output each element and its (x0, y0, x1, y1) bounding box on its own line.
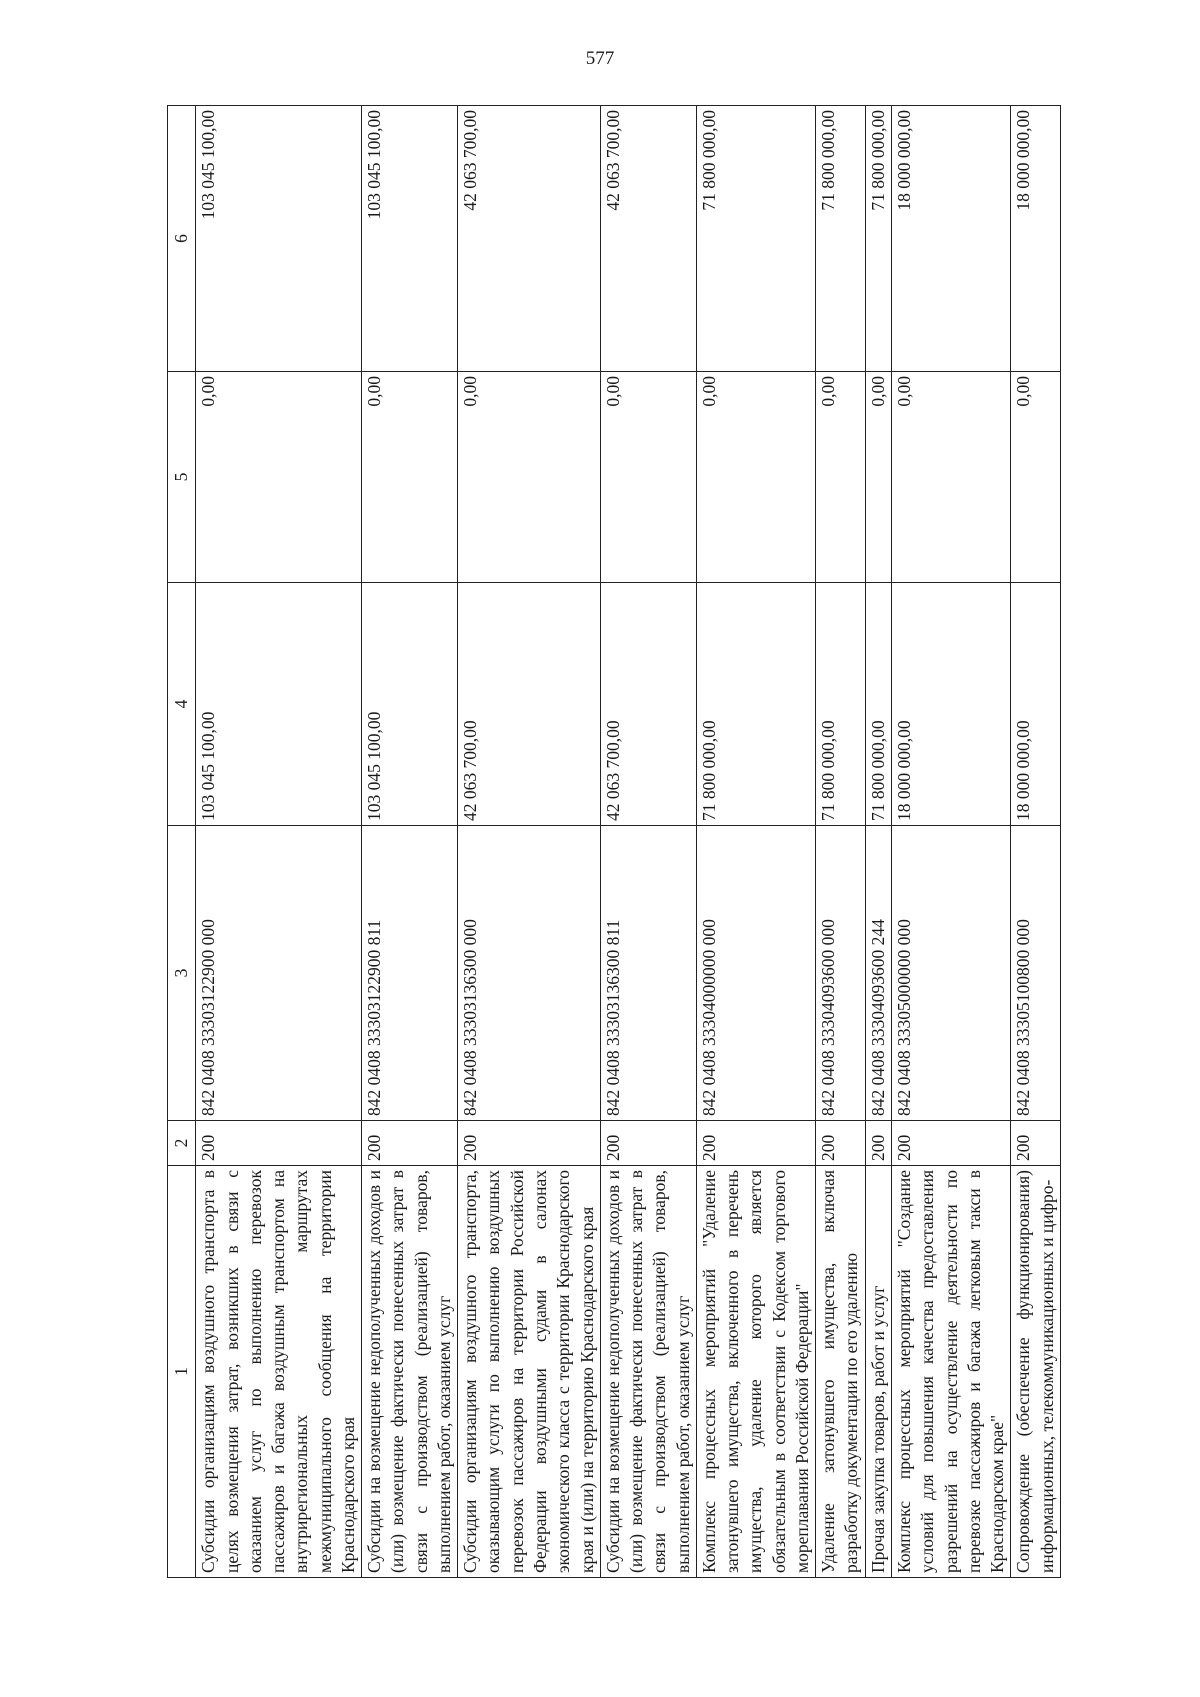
row-amount-6: 71 800 000,00 (816, 106, 866, 372)
row-code: 842 0408 33304093600 244 (865, 826, 891, 1121)
row-description: Комплекс процессных мероприятий "Создание условий для повышения качества предоставления разрешений на осуществление деятельности по перевозке пассажиров и багажа легковым такси в Краснодарском крае" (891, 1166, 1010, 1578)
row-type: 200 (865, 1121, 891, 1166)
row-amount-5: 0,00 (1011, 372, 1061, 583)
budget-table (167, 105, 1061, 1578)
row-code: 842 0408 33305000000 000 (891, 826, 1010, 1121)
row-amount-5: 0,00 (362, 372, 458, 583)
row-code: 842 0408 33303136300 000 (458, 826, 601, 1121)
row-amount-6: 71 800 000,00 (696, 106, 815, 372)
row-amount-4: 18 000 000,00 (891, 583, 1010, 826)
table-row (891, 106, 1010, 1578)
row-amount-4: 103 045 100,00 (362, 583, 458, 826)
rotated-table-container (167, 106, 1057, 1578)
row-description: Комплекс процессных мероприятий "Удаление затонувшего имущества, включенного в перечень имущества, удаление которого является обязательным в соответствии с Кодексом торгового мореплавания Российской Федерации" (696, 1166, 815, 1578)
row-amount-6: 18 000 000,00 (1011, 106, 1061, 372)
row-code: 842 0408 33304093600 000 (816, 826, 866, 1121)
row-type: 200 (1011, 1121, 1061, 1166)
row-type: 200 (816, 1121, 866, 1166)
table-row (696, 106, 815, 1578)
row-amount-5: 0,00 (816, 372, 866, 583)
row-amount-5: 0,00 (458, 372, 601, 583)
row-amount-6: 42 063 700,00 (600, 106, 696, 372)
row-code: 842 0408 33303122900 811 (362, 826, 458, 1121)
row-type: 200 (362, 1121, 458, 1166)
row-description: Субсидии организациям воздушного транспорта, оказывающим услуги по выполнению воздушных перевозок пассажиров на территории Российской Федерации воздушными судами в салонах экономического класса с территории Краснодарского края и (или) на территорию Краснодарского края (458, 1166, 601, 1578)
table-row (362, 106, 458, 1578)
row-description: Субсидии организациям воздушного транспорта в целях возмещения затрат, возникших в связи с оказанием услуг по выполнению перевозок пассажиров и багажа воздушным транспортом на внутрирегиональных маршрутах межмуниципального сообщения на территории Краснодарского края (196, 1166, 362, 1578)
row-code: 842 0408 33303122900 000 (196, 826, 362, 1121)
row-amount-5: 0,00 (891, 372, 1010, 583)
row-amount-5: 0,00 (865, 372, 891, 583)
row-code: 842 0408 33305100800 000 (1011, 826, 1061, 1121)
row-type: 200 (696, 1121, 815, 1166)
table-row (458, 106, 601, 1578)
table-row (600, 106, 696, 1578)
row-type: 200 (196, 1121, 362, 1166)
row-amount-6: 103 045 100,00 (362, 106, 458, 372)
row-amount-6: 103 045 100,00 (196, 106, 362, 372)
row-amount-5: 0,00 (196, 372, 362, 583)
row-amount-6: 71 800 000,00 (865, 106, 891, 372)
column-header: 5 (168, 372, 196, 583)
page-number: 577 (585, 48, 615, 69)
row-amount-4: 71 800 000,00 (865, 583, 891, 826)
table-header-row (168, 106, 196, 1578)
row-amount-4: 103 045 100,00 (196, 583, 362, 826)
row-code: 842 0408 33303136300 811 (600, 826, 696, 1121)
row-amount-4: 71 800 000,00 (816, 583, 866, 826)
row-code: 842 0408 33304000000 000 (696, 826, 815, 1121)
row-description: Сопровождение (обеспечение функционирования) информационных, телекоммуникационных и цифро- (1011, 1166, 1061, 1578)
table-row (196, 106, 362, 1578)
row-type: 200 (458, 1121, 601, 1166)
row-amount-5: 0,00 (600, 372, 696, 583)
row-amount-4: 18 000 000,00 (1011, 583, 1061, 826)
column-header: 6 (168, 106, 196, 372)
row-description: Удаление затонувшего имущества, включая разработку документации по его удалению (816, 1166, 866, 1578)
row-amount-6: 42 063 700,00 (458, 106, 601, 372)
column-header: 3 (168, 826, 196, 1121)
row-description: Субсидии на возмещение недополученных доходов и (или) возмещение фактически понесенных затрат в связи с производством (реализацией) товаров, выполнением работ, оказанием услуг (362, 1166, 458, 1578)
row-amount-5: 0,00 (696, 372, 815, 583)
table-row (865, 106, 891, 1578)
row-type: 200 (600, 1121, 696, 1166)
row-description: Субсидии на возмещение недополученных доходов и (или) возмещение фактически понесенных затрат в связи с производством (реализацией) товаров, выполнением работ, оказанием услуг (600, 1166, 696, 1578)
column-header: 2 (168, 1121, 196, 1166)
column-header: 1 (168, 1166, 196, 1578)
row-type: 200 (891, 1121, 1010, 1166)
row-amount-4: 71 800 000,00 (696, 583, 815, 826)
column-header: 4 (168, 583, 196, 826)
row-amount-4: 42 063 700,00 (600, 583, 696, 826)
row-description: Прочая закупка товаров, работ и услуг (865, 1166, 891, 1578)
row-amount-4: 42 063 700,00 (458, 583, 601, 826)
row-amount-6: 18 000 000,00 (891, 106, 1010, 372)
table-row (1011, 106, 1061, 1578)
table-row (816, 106, 866, 1578)
